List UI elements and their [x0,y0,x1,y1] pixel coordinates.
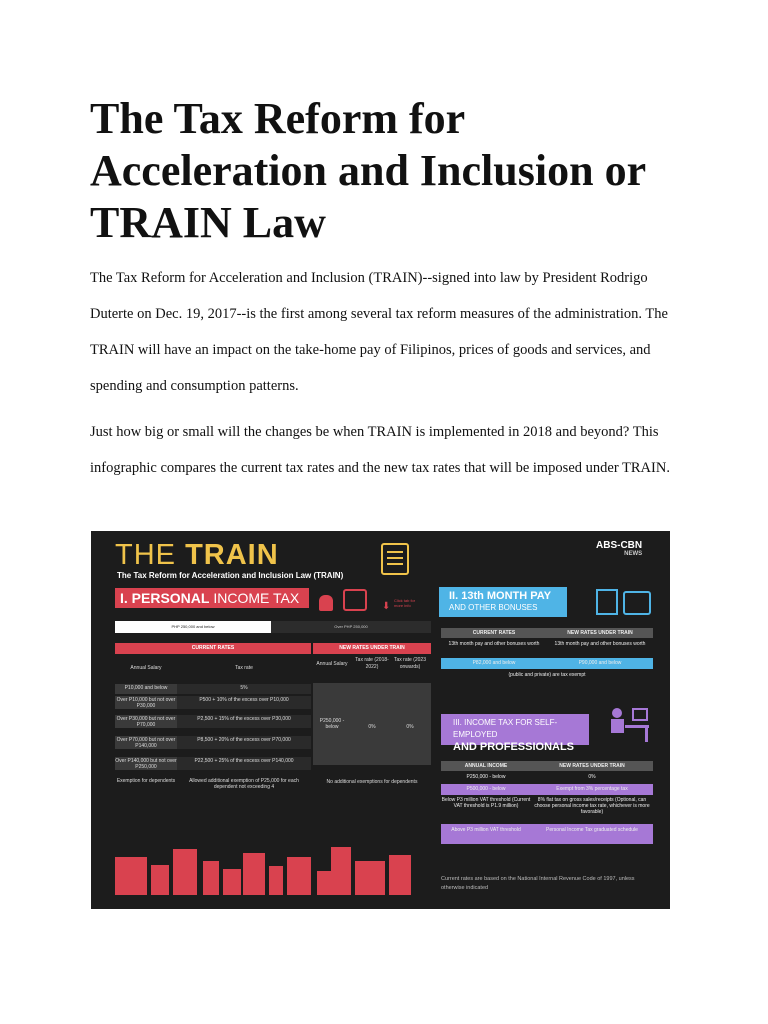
col-annual-salary: Annual Salary [130,665,162,671]
13th-month-pay-banner [439,587,567,617]
banner-bold: I. PERSONAL [120,590,210,606]
banner-big: II. 13th MONTH PAY [449,590,552,602]
footnote: Current rates are based on the National Internal Revenue Code of 1997, unless otherwise indicated [441,876,635,891]
col-new-salary: Annual Salary [316,661,348,667]
article-paragraph-2: Just how big or small will the changes be when TRAIN is implemented in 2018 and beyond? This infographic compares the current tax rates and the new tax rates that will be imposed under TRAIN. [90,424,670,476]
banner-rest: INCOME TAX [209,590,300,606]
new-salary: P250,000 - below [319,718,345,730]
se-row: Above P3 million VAT threshold Personal Income Tax graduated schedule [441,824,653,844]
banner-big: AND PROFESSIONALS [453,741,575,753]
self-employed-table-header: ANNUAL INCOME NEW RATES UNDER TRAIN [441,761,653,771]
new-exemption: No additional exemptions for dependents [326,779,418,785]
new-rate-1: 0% [368,724,376,730]
article-title: The Tax Reform for Acceleration and Inclusion or TRAIN Law [90,94,646,247]
document-icon [381,543,409,575]
current-rates-header: CURRENT RATES [115,643,311,654]
logo-sub: NEWS [624,551,643,557]
personal-income-tax-banner [115,588,309,608]
title-main: TRAIN [185,539,279,571]
infographic-title [115,538,279,572]
bonus-row-1: 13th month pay and other bonuses worth 13th month pay and other bonuses worth [448,641,646,647]
new-rate-2: 0% [406,724,414,730]
table-row: Over P140,000 but not over P250,000 P22,500 + 25% of the excess over P140,000 [115,757,311,770]
new-rates-header: NEW RATES UNDER TRAIN [313,643,431,654]
table-row: Over P10,000 but not over P30,000 P500 + 10% of the excess over P10,000 [115,696,311,709]
bonus-row-3: (public and private) are tax exempt [508,672,586,678]
table-row: Exemption for dependents Allowed additional exemption of P25,000 for each dependent not exceeding 4 [116,778,299,790]
logo-text: ABS-CBN [596,540,643,551]
worker-desk-icon [605,703,651,743]
article-paragraph-1: The Tax Reform for Acceleration and Inclusion (TRAIN)--signed into law by President Rodrigo Duterte on Dec. 19, 2017--is the first among several tax reform measures of the administration. The TRAIN will have an impact on the take-home pay of Filipinos, prices of goods and services, and spending and consumption patterns. [90,270,668,394]
wallet-icon [623,591,651,615]
se-row: P500,000 - below Exempt from 3% percentage tax [441,784,653,795]
train-infographic [91,531,670,909]
gift-icon [596,589,618,615]
person-icon [319,595,333,611]
click-tab-note: Click tab for more info [394,598,416,608]
title-prefix: THE [115,539,186,571]
col-new-rate-1: Tax rate (2018-2022) [355,657,389,670]
table-row: Over P70,000 but not over P140,000 P8,500 + 20% of the excess over P70,000 [115,736,311,749]
bonus-row-2: P82,000 and below P90,000 and below [441,658,653,669]
tab-over-250k[interactable]: Over PHP 250,000 [271,621,431,633]
col-tax-rate: Tax rate [235,665,253,671]
money-icon [343,589,367,611]
bonus-table-header: CURRENT RATES NEW RATES UNDER TRAIN [441,628,653,638]
se-row: Below P3 million VAT threshold (Current VAT threshold is P1.9 million) 8% flat tax on gross sales/receipts (Optional, can choose personal income tax rate, whichever is more favorable) [441,797,650,815]
table-row: P10,000 and below 5% [115,684,311,694]
se-row: P250,000 - below 0% [466,774,596,780]
infographic-subtitle: The Tax Reform for Acceleration and Inclusion Law (TRAIN) [117,571,344,580]
banner-small: III. INCOME TAX FOR SELF-EMPLOYED [453,718,558,739]
self-employed-banner [441,714,589,753]
table-row: Over P30,000 but not over P70,000 P2,500 + 15% of the excess over P30,000 [115,715,311,728]
col-new-rate-2: Tax rate (2023 onwards) [394,657,426,670]
arrow-down-icon: ⬇ [382,601,391,612]
abs-cbn-logo [596,540,642,557]
banner-small: AND OTHER BONUSES [449,603,538,612]
tab-250k-below[interactable]: PHP 250,000 and below [115,621,271,633]
